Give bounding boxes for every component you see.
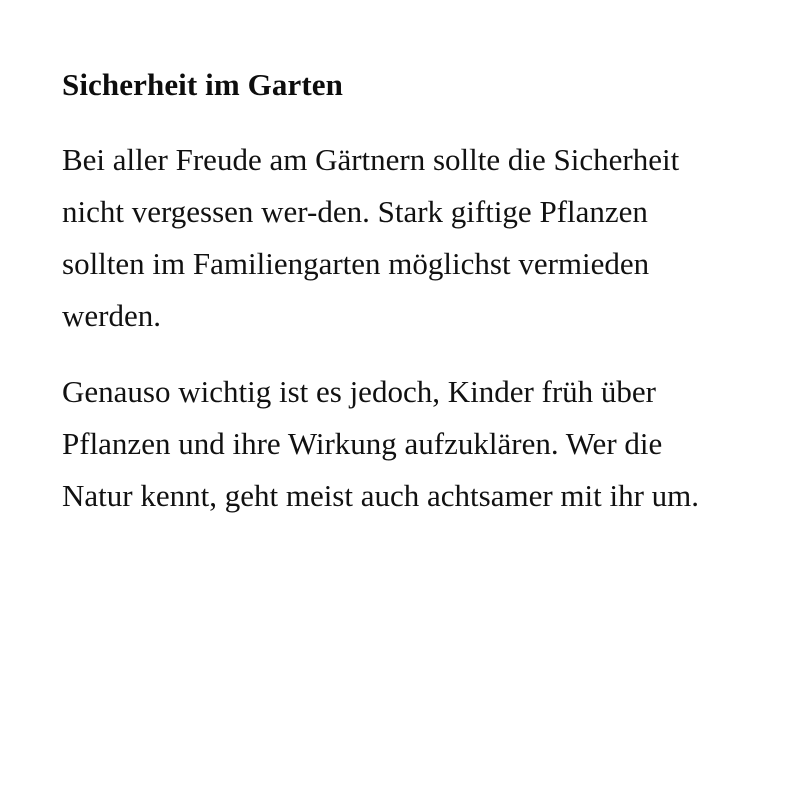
body-paragraph-1: Bei aller Freude am Gärtnern sollte die Sicherheit nicht vergessen wer-den. Stark giftige Pflanzen sollten im Familiengarten möglichst vermieden werden. (62, 141, 680, 333)
page-title: Sicherheit im Garten (62, 67, 343, 102)
body-paragraph-2: Genauso wichtig ist es jedoch, Kinder früh über Pflanzen und ihre Wirkung aufzuklären. Wer die Natur kennt, geht meist auch achtsamer mit ihr um. (62, 373, 700, 513)
